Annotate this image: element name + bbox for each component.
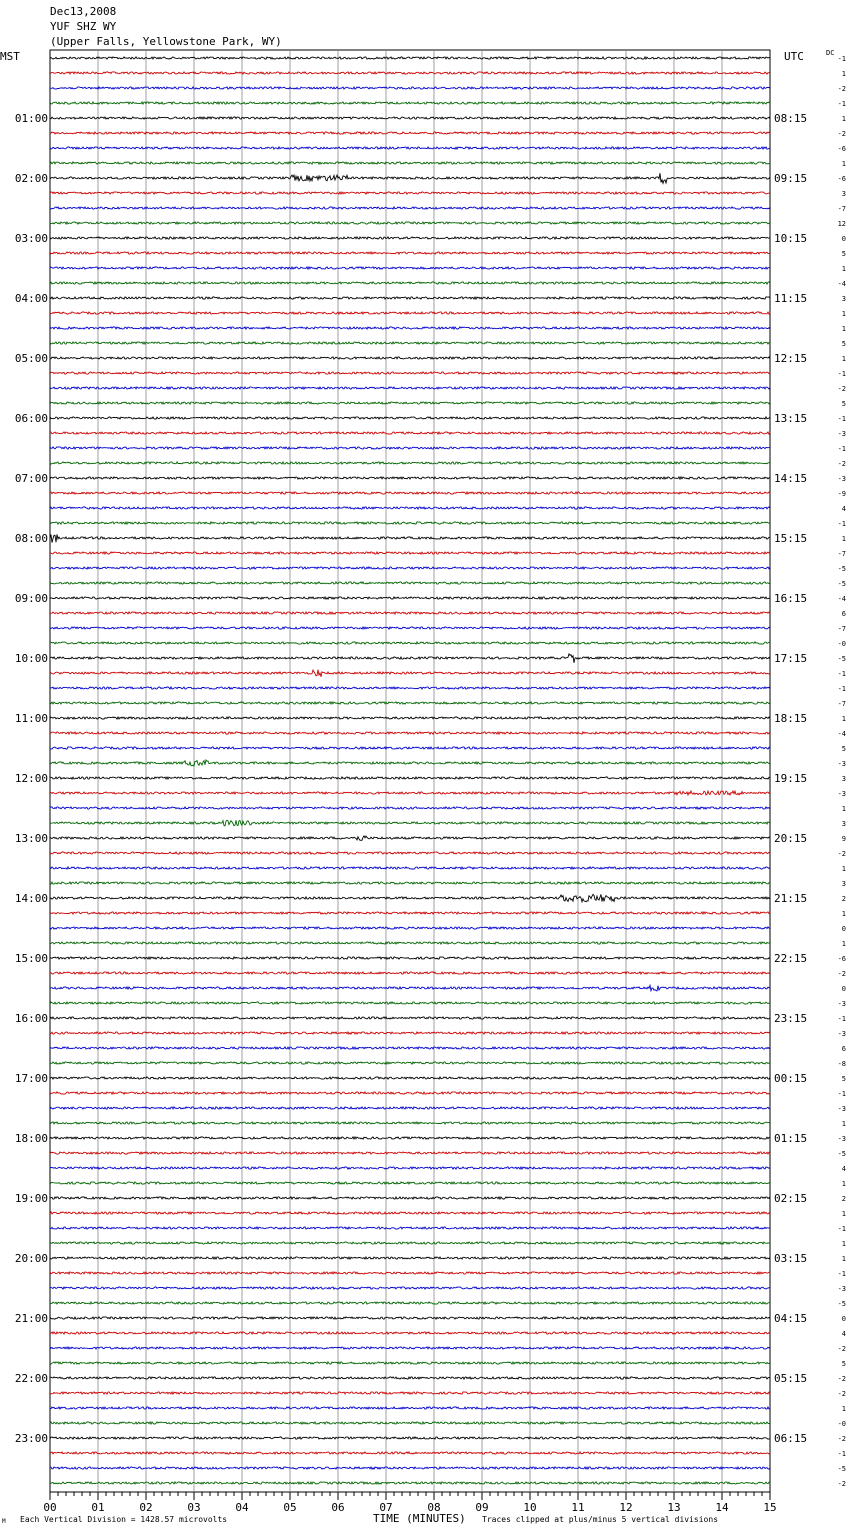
right-hour-label: 14:15 — [774, 472, 808, 485]
right-hour-label: 11:15 — [774, 292, 808, 305]
left-hour-label: 04:00 — [14, 292, 48, 305]
dc-offset-value: 3 — [841, 295, 846, 303]
x-tick-label: 05 — [283, 1501, 297, 1514]
seismic-trace — [50, 357, 770, 359]
dc-offset-value: 1 — [841, 1180, 846, 1188]
dc-offset-value: -6 — [837, 175, 846, 183]
dc-offset-value: -9 — [837, 490, 846, 498]
seismic-trace — [50, 654, 770, 663]
seismic-trace — [50, 836, 770, 840]
seismic-trace — [50, 1257, 770, 1259]
seismic-trace — [50, 1032, 770, 1034]
dc-offset-value: 0 — [841, 925, 846, 933]
dc-offset-value: 1 — [841, 160, 846, 168]
seismic-trace — [50, 582, 770, 584]
seismic-trace — [50, 447, 770, 449]
dc-offset-value: -1 — [837, 100, 846, 108]
x-tick-label: 01 — [91, 1501, 105, 1514]
seismic-trace — [50, 807, 770, 809]
seismic-trace — [50, 147, 770, 149]
dc-offset-value: -7 — [837, 550, 846, 558]
dc-offset-value: -2 — [837, 1435, 846, 1443]
seismic-trace — [50, 117, 770, 119]
seismic-trace — [50, 747, 770, 749]
seismic-trace — [50, 1302, 770, 1304]
dc-offset-value: -3 — [837, 760, 846, 768]
dc-offset-value: 1 — [841, 805, 846, 813]
dc-offset-value: 5 — [841, 340, 846, 348]
dc-offset-value: -2 — [837, 85, 846, 93]
dc-offset-value: -2 — [837, 460, 846, 468]
left-hour-label: 11:00 — [14, 712, 48, 725]
dc-offset-value: 1 — [841, 355, 846, 363]
dc-offset-value: -5 — [837, 580, 846, 588]
seismic-trace — [50, 1242, 770, 1244]
x-tick-label: 10 — [523, 1501, 537, 1514]
seismic-trace — [50, 957, 770, 959]
seismic-trace — [50, 57, 770, 59]
dc-offset-value: 1 — [841, 910, 846, 918]
seismic-trace — [50, 1107, 770, 1109]
seismic-trace — [50, 791, 770, 795]
station-location: (Upper Falls, Yellowstone Park, WY) — [50, 35, 282, 48]
seismic-trace — [50, 1392, 770, 1394]
dc-offset-value: -0 — [837, 1420, 846, 1428]
dc-offset-value: -2 — [837, 130, 846, 138]
dc-offset-value: -1 — [837, 685, 846, 693]
seismic-trace — [50, 1437, 770, 1439]
seismic-trace — [50, 162, 770, 164]
seismic-trace — [50, 852, 770, 854]
right-timezone-label: UTC — [784, 50, 804, 63]
seismic-trace — [50, 1272, 770, 1274]
dc-offset-value: 0 — [841, 985, 846, 993]
dc-offset-value: -3 — [837, 1285, 846, 1293]
seismic-trace — [50, 867, 770, 869]
left-hour-label: 16:00 — [14, 1012, 48, 1025]
seismic-trace — [50, 173, 770, 183]
dc-offset-value: -1 — [837, 445, 846, 453]
left-hour-label: 22:00 — [14, 1372, 48, 1385]
dc-offset-value: 1 — [841, 1120, 846, 1128]
dc-offset-value: -3 — [837, 1105, 846, 1113]
dc-offset-value: -2 — [837, 385, 846, 393]
right-hour-label: 10:15 — [774, 232, 808, 245]
seismic-trace — [50, 1377, 770, 1379]
dc-offset-value: 4 — [841, 505, 846, 513]
dc-offset-value: -3 — [837, 1030, 846, 1038]
dc-offset-value: -1 — [837, 55, 846, 63]
dc-offset-value: -3 — [837, 790, 846, 798]
x-tick-label: 15 — [763, 1501, 777, 1514]
x-tick-label: 09 — [475, 1501, 489, 1514]
dc-offset-value: -6 — [837, 145, 846, 153]
dc-offset-value: 9 — [841, 835, 846, 843]
seismic-trace — [50, 777, 770, 779]
left-hour-label: 18:00 — [14, 1132, 48, 1145]
dc-offset-value: 4 — [841, 1165, 846, 1173]
dc-offset-value: 3 — [841, 820, 846, 828]
seismic-trace — [50, 252, 770, 254]
plot-frame — [50, 50, 770, 1492]
seismic-trace — [50, 192, 770, 194]
left-hour-label: 09:00 — [14, 592, 48, 605]
seismic-trace — [50, 72, 770, 74]
dc-offset-value: 1 — [841, 325, 846, 333]
seismic-trace — [50, 1317, 770, 1319]
seismic-trace — [50, 522, 770, 524]
dc-offset-value: 1 — [841, 715, 846, 723]
left-hour-label: 13:00 — [14, 832, 48, 845]
dc-offset-value: -7 — [837, 625, 846, 633]
seismic-trace — [50, 1227, 770, 1229]
dc-offset-value: -2 — [837, 1375, 846, 1383]
dc-offset-value: -1 — [837, 1090, 846, 1098]
seismic-trace — [50, 462, 770, 464]
dc-offset-value: 1 — [841, 265, 846, 273]
dc-offset-value: 1 — [841, 865, 846, 873]
right-hour-label: 08:15 — [774, 112, 808, 125]
right-hour-label: 03:15 — [774, 1252, 808, 1265]
dc-offset-value: -5 — [837, 1465, 846, 1473]
seismic-trace — [50, 1182, 770, 1184]
dc-offset-value: -4 — [837, 595, 846, 603]
seismic-trace — [50, 417, 770, 419]
seismic-trace — [50, 222, 770, 224]
dc-offset-value: 1 — [841, 1405, 846, 1413]
dc-offset-value: -1 — [837, 1225, 846, 1233]
right-hour-label: 00:15 — [774, 1072, 808, 1085]
x-axis-label: TIME (MINUTES) — [373, 1512, 466, 1525]
left-hour-label: 03:00 — [14, 232, 48, 245]
dc-offset-value: 6 — [841, 1045, 846, 1053]
dc-offset-value: -8 — [837, 1060, 846, 1068]
dc-offset-value: -1 — [837, 670, 846, 678]
left-hour-label: 01:00 — [14, 112, 48, 125]
right-hour-label: 23:15 — [774, 1012, 808, 1025]
seismic-trace — [50, 597, 770, 599]
x-tick-label: 12 — [619, 1501, 633, 1514]
seismic-trace — [50, 717, 770, 719]
left-hour-label: 19:00 — [14, 1192, 48, 1205]
vertical-scale-note: Each Vertical Division = 1428.57 microvolts — [20, 1515, 228, 1524]
seismic-trace — [50, 1092, 770, 1094]
seismic-trace — [50, 552, 770, 554]
x-tick-label: 04 — [235, 1501, 249, 1514]
dc-offset-value: 4 — [841, 1330, 846, 1338]
left-hour-label: 10:00 — [14, 652, 48, 665]
seismic-trace — [50, 492, 770, 494]
x-tick-label: 13 — [667, 1501, 681, 1514]
dc-offset-value: 5 — [841, 745, 846, 753]
left-hour-label: 02:00 — [14, 172, 48, 185]
seismic-trace — [50, 1152, 770, 1154]
seismic-trace — [50, 1167, 770, 1169]
dc-offset-value: -3 — [837, 1000, 846, 1008]
seismic-trace — [50, 1347, 770, 1349]
seismic-trace — [50, 1452, 770, 1454]
right-hour-label: 16:15 — [774, 592, 808, 605]
x-tick-label: 06 — [331, 1501, 345, 1514]
seismic-trace — [50, 282, 770, 284]
right-hour-label: 09:15 — [774, 172, 808, 185]
seismic-trace — [50, 1422, 770, 1424]
corner-mark: M — [2, 1518, 6, 1525]
left-hour-label: 23:00 — [14, 1432, 48, 1445]
seismic-trace — [50, 102, 770, 104]
seismic-trace — [50, 942, 770, 944]
seismic-trace — [50, 1332, 770, 1334]
x-tick-label: 14 — [715, 1501, 729, 1514]
seismic-trace — [50, 820, 770, 826]
x-tick-label: 02 — [139, 1501, 153, 1514]
right-hour-label: 19:15 — [774, 772, 808, 785]
dc-offset-value: -5 — [837, 565, 846, 573]
seismic-trace — [50, 297, 770, 299]
dc-offset-value: -3 — [837, 475, 846, 483]
right-hour-label: 04:15 — [774, 1312, 808, 1325]
left-timezone-label: MST — [0, 50, 20, 63]
seismic-trace — [50, 1362, 770, 1364]
right-hour-label: 12:15 — [774, 352, 808, 365]
dc-offset-value: -3 — [837, 1135, 846, 1143]
seismic-trace — [50, 1017, 770, 1019]
seismic-trace — [50, 642, 770, 644]
seismic-trace — [50, 312, 770, 314]
dc-offset-value: -1 — [837, 520, 846, 528]
seismic-trace — [50, 670, 770, 677]
dc-offset-value: -5 — [837, 1150, 846, 1158]
seismic-trace — [50, 387, 770, 389]
dc-offset-value: 1 — [841, 1210, 846, 1218]
seismic-trace — [50, 1062, 770, 1064]
dc-offset-value: 1 — [841, 940, 846, 948]
record-date: Dec13,2008 — [50, 5, 117, 18]
seismic-trace — [50, 207, 770, 209]
seismic-trace — [50, 927, 770, 929]
dc-offset-value: 0 — [841, 1315, 846, 1323]
dc-offset-value: -3 — [837, 430, 846, 438]
dc-offset-value: 1 — [841, 1240, 846, 1248]
seismic-trace — [50, 372, 770, 374]
seismic-trace — [50, 477, 770, 479]
dc-offset-value: 1 — [841, 115, 846, 123]
left-hour-label: 17:00 — [14, 1072, 48, 1085]
left-hour-label: 12:00 — [14, 772, 48, 785]
dc-offset-value: -6 — [837, 955, 846, 963]
dc-offset-value: -1 — [837, 1015, 846, 1023]
dc-offset-value: -1 — [837, 370, 846, 378]
right-hour-label: 22:15 — [774, 952, 808, 965]
seismic-trace — [50, 1122, 770, 1124]
left-hour-label: 20:00 — [14, 1252, 48, 1265]
dc-offset-value: -2 — [837, 1480, 846, 1488]
seismic-trace — [50, 612, 770, 614]
seismic-trace — [50, 912, 770, 914]
seismic-trace — [50, 972, 770, 974]
left-hour-label: 07:00 — [14, 472, 48, 485]
seismic-trace — [50, 1467, 770, 1469]
seismic-trace — [50, 402, 770, 404]
left-hour-label: 15:00 — [14, 952, 48, 965]
x-tick-label: 08 — [427, 1501, 441, 1514]
dc-offset-value: -2 — [837, 1345, 846, 1353]
seismic-trace — [50, 534, 770, 542]
seismic-trace — [50, 327, 770, 329]
x-tick-label: 07 — [379, 1501, 393, 1514]
seismic-trace — [50, 1002, 770, 1004]
seismic-trace — [50, 760, 770, 766]
seismic-trace — [50, 702, 770, 704]
dc-offset-value: 5 — [841, 250, 846, 258]
seismic-trace — [50, 132, 770, 134]
left-hour-label: 21:00 — [14, 1312, 48, 1325]
right-hour-label: 01:15 — [774, 1132, 808, 1145]
dc-offset-value: -1 — [837, 1270, 846, 1278]
seismic-trace — [50, 87, 770, 89]
clipping-note: Traces clipped at plus/minus 5 vertical divisions — [482, 1515, 719, 1524]
left-hour-label: 06:00 — [14, 412, 48, 425]
right-hour-label: 05:15 — [774, 1372, 808, 1385]
seismic-trace — [50, 507, 770, 509]
seismic-trace — [50, 1212, 770, 1214]
seismic-trace — [50, 627, 770, 629]
dc-offset-value: 6 — [841, 610, 846, 618]
left-hour-label: 05:00 — [14, 352, 48, 365]
dc-offset-value: -1 — [837, 1450, 846, 1458]
dc-offset-value: -7 — [837, 205, 846, 213]
dc-offset-value: 12 — [837, 220, 846, 228]
dc-offset-value: 3 — [841, 880, 846, 888]
seismic-trace — [50, 432, 770, 434]
seismic-trace — [50, 882, 770, 884]
dc-offset-value: -5 — [837, 1300, 846, 1308]
seismic-trace — [50, 687, 770, 689]
seismic-trace — [50, 1197, 770, 1199]
dc-offset-value: 2 — [841, 1195, 846, 1203]
right-hour-label: 20:15 — [774, 832, 808, 845]
seismic-trace — [50, 1482, 770, 1484]
dc-offset-value: -4 — [837, 730, 846, 738]
dc-offset-value: -2 — [837, 970, 846, 978]
dc-offset-value: -5 — [837, 655, 846, 663]
dc-offset-value: -4 — [837, 280, 846, 288]
left-hour-label: 14:00 — [14, 892, 48, 905]
dc-offset-header: DC — [826, 49, 835, 57]
dc-offset-value: -2 — [837, 850, 846, 858]
x-tick-label: 11 — [571, 1501, 585, 1514]
dc-offset-value: 1 — [841, 70, 846, 78]
seismic-trace — [50, 267, 770, 269]
dc-offset-value: 5 — [841, 1360, 846, 1368]
x-tick-label: 00 — [43, 1501, 57, 1514]
left-hour-label: 08:00 — [14, 532, 48, 545]
dc-offset-value: 1 — [841, 1255, 846, 1263]
seismic-trace — [50, 237, 770, 239]
dc-offset-value: -1 — [837, 415, 846, 423]
dc-offset-value: 3 — [841, 775, 846, 783]
dc-offset-value: 5 — [841, 400, 846, 408]
right-hour-label: 13:15 — [774, 412, 808, 425]
seismic-trace — [50, 342, 770, 344]
dc-offset-value: -2 — [837, 1390, 846, 1398]
dc-offset-value: 5 — [841, 1075, 846, 1083]
seismic-trace — [50, 1407, 770, 1409]
seismic-trace — [50, 1137, 770, 1139]
right-hour-label: 21:15 — [774, 892, 808, 905]
seismic-trace — [50, 1077, 770, 1079]
dc-offset-value: -0 — [837, 640, 846, 648]
right-hour-label: 02:15 — [774, 1192, 808, 1205]
right-hour-label: 17:15 — [774, 652, 808, 665]
station-code: YUF SHZ WY — [50, 20, 117, 33]
right-hour-label: 06:15 — [774, 1432, 808, 1445]
dc-offset-value: 0 — [841, 235, 846, 243]
dc-offset-value: 3 — [841, 190, 846, 198]
dc-offset-value: 2 — [841, 895, 846, 903]
seismic-trace — [50, 1287, 770, 1289]
x-tick-label: 03 — [187, 1501, 201, 1514]
right-hour-label: 18:15 — [774, 712, 808, 725]
dc-offset-value: 1 — [841, 535, 846, 543]
dc-offset-value: -7 — [837, 700, 846, 708]
seismic-trace — [50, 985, 770, 991]
seismic-trace — [50, 567, 770, 569]
seismic-trace — [50, 894, 770, 901]
seismic-trace — [50, 732, 770, 734]
right-hour-label: 15:15 — [774, 532, 808, 545]
dc-offset-value: 1 — [841, 310, 846, 318]
seismic-trace — [50, 1047, 770, 1049]
